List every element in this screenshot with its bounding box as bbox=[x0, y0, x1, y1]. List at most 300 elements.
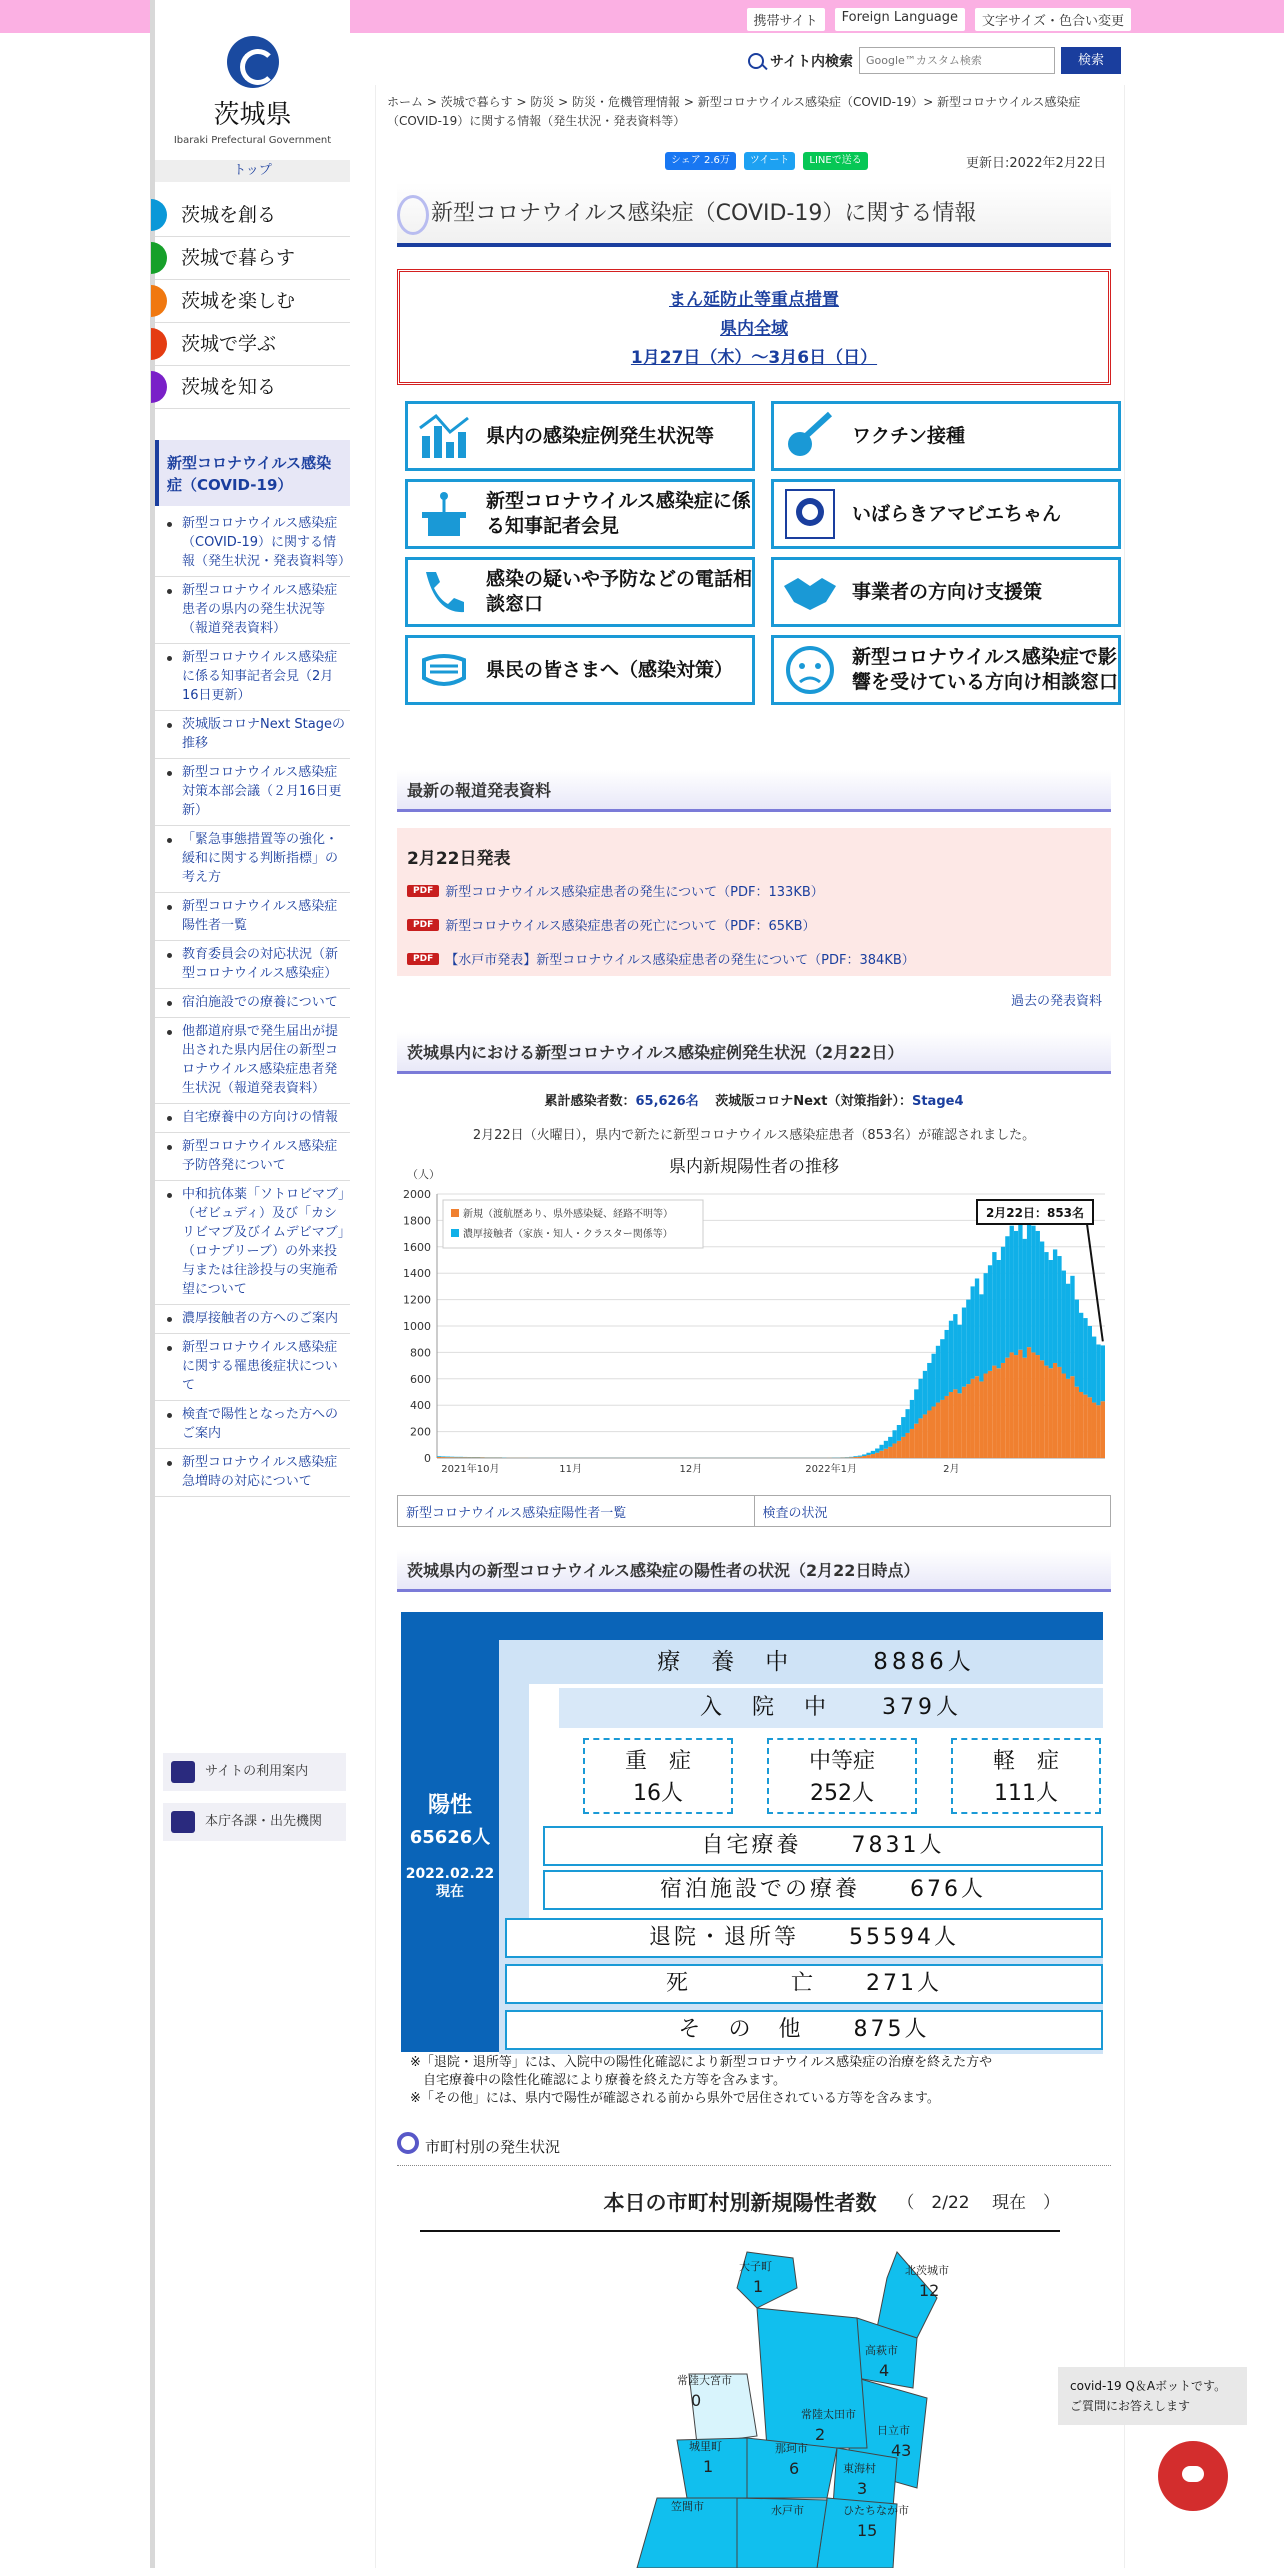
bar-series-new bbox=[1053, 1363, 1057, 1458]
sidebar-list-item[interactable] bbox=[155, 1018, 350, 1104]
callout-arrow bbox=[1087, 1224, 1103, 1341]
gnav-item-live[interactable] bbox=[155, 237, 350, 280]
municipality-count: 12 bbox=[919, 2281, 940, 2300]
positives-section-heading: 茨城県内の新型コロナウイルス感染症の陽性者の状況（2月22日時点） bbox=[397, 1550, 1111, 1592]
bar-series-close-contact bbox=[1005, 1236, 1009, 1357]
bar-series-close-contact bbox=[450, 1457, 454, 1458]
x-tick-label: 2022年1月 bbox=[805, 1464, 858, 1475]
bar-series-new bbox=[1001, 1363, 1005, 1458]
bar-series-close-contact bbox=[914, 1389, 918, 1423]
press-item[interactable] bbox=[407, 915, 1101, 934]
bar-series-close-contact bbox=[953, 1314, 957, 1389]
nav-color-tab bbox=[151, 285, 167, 317]
diagram-top-bar bbox=[401, 1612, 1103, 1640]
y-tick-label: 600 bbox=[410, 1372, 431, 1386]
bar-series-new bbox=[459, 1457, 463, 1458]
bar-series-new bbox=[988, 1371, 992, 1458]
bar-series-close-contact bbox=[984, 1273, 988, 1373]
sidebar-list-item[interactable] bbox=[155, 711, 350, 759]
press-link[interactable]: 新型コロナウイルス感染症患者の死亡について（PDF：65KB） bbox=[445, 919, 816, 934]
sidebar-list-item[interactable] bbox=[155, 644, 350, 711]
bar-series-close-contact bbox=[979, 1294, 983, 1381]
municipal-heading bbox=[397, 2136, 1111, 2166]
bar-series-close-contact bbox=[988, 1265, 992, 1371]
bar-series-close-contact bbox=[1092, 1337, 1096, 1403]
sidebar-link[interactable]: 新型コロナウイルス感染症急増時の対応について bbox=[182, 1455, 338, 1489]
sidebar-link[interactable]: 自宅療養中の方向けの情報 bbox=[182, 1110, 339, 1125]
bar-series-new bbox=[862, 1456, 866, 1458]
handshake-icon bbox=[782, 564, 838, 620]
municipality-count: 0 bbox=[691, 2391, 702, 2410]
table-cell[interactable] bbox=[398, 1496, 755, 1526]
bar-series-new bbox=[949, 1392, 953, 1458]
bar-series-close-contact bbox=[1014, 1231, 1018, 1355]
sidebar-link[interactable]: 新型コロナウイルス感染症（COVID-19）に関する情報（発生状況・発表資料等） bbox=[182, 516, 352, 569]
search-icon bbox=[748, 53, 764, 69]
map-title-text: 本日の市町村別新規陽性者数 bbox=[603, 2191, 877, 2215]
press-link[interactable]: 新型コロナウイルス感染症患者の発生について（PDF：133KB） bbox=[445, 885, 824, 900]
sidebar-list-item[interactable] bbox=[155, 893, 350, 941]
bar-series-close-contact bbox=[897, 1425, 901, 1441]
tile-phone-consult[interactable] bbox=[405, 557, 755, 627]
bar-series-close-contact bbox=[901, 1417, 905, 1437]
bar-series-new bbox=[1036, 1355, 1040, 1458]
foreign-language-link[interactable]: Foreign Language bbox=[835, 8, 965, 31]
x-tick-label: 12月 bbox=[679, 1464, 703, 1475]
gnav-item-learn[interactable] bbox=[155, 323, 350, 366]
municipality-name: 城里町 bbox=[689, 2440, 722, 2453]
municipality-count: 2 bbox=[815, 2425, 826, 2444]
bar-series-new bbox=[884, 1449, 888, 1458]
mobile-site-link[interactable]: 携帯サイト bbox=[747, 8, 825, 31]
global-nav bbox=[155, 194, 350, 409]
tile-label: いばらきアマビエちゃん bbox=[852, 502, 1062, 525]
x-tick-label: 11月 bbox=[559, 1464, 582, 1475]
sidebar-link[interactable]: 「緊急事態措置等の強化・緩和に関する判断指標」の考え方 bbox=[182, 832, 339, 885]
sidebar-list-item[interactable] bbox=[155, 1181, 350, 1305]
bar-series-new bbox=[871, 1454, 875, 1458]
bar-series-new bbox=[1088, 1397, 1092, 1458]
status-section-heading: 茨城県内における新型コロナウイルス感染症例発生状況（2月22日） bbox=[397, 1032, 1111, 1074]
municipality-name: 笠間市 bbox=[671, 2500, 704, 2513]
bar-series-close-contact bbox=[962, 1308, 966, 1387]
discharged-row: 退院・退所等 55594人 bbox=[505, 1918, 1103, 1958]
severe-box bbox=[583, 1738, 733, 1814]
bar-series-close-contact bbox=[1036, 1231, 1040, 1355]
bar-series-close-contact bbox=[1040, 1242, 1044, 1361]
sidebar-list-item[interactable] bbox=[155, 1305, 350, 1334]
sidebar-list-item[interactable] bbox=[155, 1449, 350, 1497]
bar-series-close-contact bbox=[966, 1300, 970, 1384]
tile-vaccination[interactable] bbox=[771, 401, 1121, 471]
logo-english: Ibaraki Prefectural Government bbox=[173, 135, 332, 146]
nav-color-tab bbox=[151, 199, 167, 231]
bar-series-new bbox=[945, 1396, 949, 1458]
bar-series-new bbox=[875, 1453, 879, 1458]
positive-date-value: 2022.02.22 bbox=[405, 1866, 495, 1882]
guide-icon bbox=[171, 1761, 195, 1783]
y-tick-label: 1200 bbox=[403, 1293, 431, 1307]
tile-business-support[interactable] bbox=[771, 557, 1121, 627]
cumulative-stats bbox=[397, 1090, 1111, 1109]
search-button[interactable]: 検索 bbox=[1061, 47, 1121, 74]
municipality-count: 43 bbox=[891, 2441, 912, 2460]
treating-row: 療 養 中 8886人 bbox=[529, 1640, 1103, 1684]
bar-series-close-contact bbox=[1096, 1344, 1100, 1405]
sidebar-list-item[interactable] bbox=[155, 577, 350, 644]
bar-series-close-contact bbox=[879, 1445, 883, 1451]
bar-series-close-contact bbox=[853, 1456, 857, 1457]
tile-label: ワクチン接種 bbox=[852, 424, 966, 447]
sidebar-list-item[interactable] bbox=[155, 941, 350, 989]
legend-label: 新規（渡航歴あり、県外感染疑、経路不明等） bbox=[463, 1209, 673, 1220]
bar-series-close-contact bbox=[1023, 1239, 1027, 1358]
sidebar-link[interactable]: 新型コロナウイルス感染症に係る知事記者会見（2月16日更新） bbox=[182, 650, 338, 703]
positive-date bbox=[401, 1865, 499, 1901]
bar-series-close-contact bbox=[940, 1339, 944, 1400]
bar-series-close-contact bbox=[862, 1454, 866, 1456]
bar-series-new bbox=[931, 1407, 935, 1458]
press-box bbox=[397, 828, 1111, 976]
deaths-row: 死 亡 271人 bbox=[505, 1964, 1103, 2004]
bar-series-new bbox=[1057, 1367, 1061, 1458]
line-share-button[interactable]: LINEで送る bbox=[803, 152, 867, 170]
search-input[interactable] bbox=[859, 47, 1055, 74]
sidebar-link[interactable]: 茨城版コロナNext Stageの推移 bbox=[182, 717, 345, 751]
tile-infection-status[interactable] bbox=[405, 401, 755, 471]
bar-series-new bbox=[923, 1414, 927, 1458]
site-guide-button[interactable] bbox=[163, 1753, 346, 1791]
bar-series-close-contact bbox=[1027, 1215, 1031, 1347]
bar-series-close-contact bbox=[888, 1437, 892, 1447]
alert-line[interactable]: 県内全域 bbox=[720, 319, 788, 339]
y-tick-label: 1800 bbox=[403, 1214, 431, 1228]
sidebar-list-item[interactable] bbox=[155, 1104, 350, 1133]
offices-button[interactable] bbox=[163, 1803, 346, 1841]
cumulative-value[interactable]: 65,626名 bbox=[635, 1094, 699, 1109]
bar-series-new bbox=[940, 1400, 944, 1458]
municipality-name: 大子町 bbox=[739, 2260, 772, 2273]
note-line: ※「退院・退所等」には、入院中の陽性化確認により新型コロナウイルス感染症の治療を終えた方や bbox=[410, 2055, 993, 2070]
vaccine-syringe-icon bbox=[782, 408, 838, 464]
bar-series-close-contact bbox=[871, 1451, 875, 1454]
emergency-alert[interactable] bbox=[397, 269, 1111, 385]
bar-series-new bbox=[1070, 1376, 1074, 1458]
municipality-count: 15 bbox=[857, 2521, 878, 2540]
positives-diagram bbox=[401, 1612, 1103, 2052]
sidebar-list-item[interactable] bbox=[155, 1133, 350, 1181]
tile-label: 新型コロナウイルス感染症に係る知事記者会見 bbox=[486, 490, 751, 537]
legend-label: 濃厚接触者（家族・知人・クラスター関係等） bbox=[463, 1229, 673, 1240]
positive-list-link[interactable]: 新型コロナウイルス感染症陽性者一覧 bbox=[406, 1506, 627, 1521]
bar-series-close-contact bbox=[945, 1330, 949, 1396]
tile-press-conference[interactable] bbox=[405, 479, 755, 549]
sidebar-list bbox=[155, 510, 350, 1497]
sidebar-link[interactable]: 中和抗体薬「ソトロビマブ」（ゼビュディ）及び「カシリビマブ及びイムデビマブ」（ロナプリーブ）の外来投与または往診投与の実施希望について bbox=[182, 1187, 345, 1297]
tile-prevention[interactable] bbox=[405, 635, 755, 705]
chart-title: 県内新規陽性者の推移 bbox=[669, 1157, 839, 1177]
tile-affected-consult[interactable] bbox=[771, 635, 1121, 705]
sidebar-link[interactable]: 新型コロナウイルス感染症予防啓発について bbox=[182, 1139, 338, 1173]
bar-series-new bbox=[984, 1374, 988, 1458]
bar-series-new bbox=[927, 1410, 931, 1458]
mask-icon bbox=[416, 642, 472, 698]
positive-total-panel bbox=[401, 1612, 499, 2052]
y-tick-label: 1000 bbox=[403, 1320, 431, 1333]
gnav-item-know[interactable] bbox=[155, 366, 350, 409]
breadcrumb[interactable]: ホーム > 茨城で暮らす > 防災 > 防災・危機管理情報 > 新型コロナウイルス感染症（COVID-19）> 新型コロナウイルス感染症（COVID-19）に関する情報（発生状況・発表資料等） bbox=[387, 95, 1081, 128]
municipality-name: ひたちなか市 bbox=[843, 2504, 909, 2517]
daily-note: 2月22日（火曜日），県内で新たに新型コロナウイルス感染症患者（853名）が確認されました。 bbox=[472, 1128, 1036, 1143]
sidebar-link[interactable]: 新型コロナウイルス感染症に関する罹患後症状について bbox=[182, 1340, 338, 1393]
stage-link[interactable]: Stage4 bbox=[911, 1094, 964, 1109]
bar-series-new bbox=[454, 1457, 458, 1458]
y-tick-label: 0 bbox=[424, 1452, 431, 1465]
chatbot-button[interactable] bbox=[1158, 2441, 1228, 2511]
y-tick-label: 200 bbox=[410, 1425, 431, 1439]
map-date: （ 2/22 現在 ） bbox=[897, 2193, 1060, 2213]
bar-series-close-contact bbox=[1088, 1326, 1092, 1397]
municipality-name: 那珂市 bbox=[775, 2442, 808, 2455]
page-margin bbox=[0, 33, 150, 2568]
legend-box bbox=[443, 1200, 703, 1248]
bar-series-close-contact bbox=[441, 1456, 445, 1457]
bar-series-new bbox=[888, 1447, 892, 1458]
sidebar-section-title[interactable]: 新型コロナウイルス感染症（COVID-19） bbox=[155, 440, 350, 506]
bar-series-close-contact bbox=[454, 1457, 458, 1458]
gnav-label: 茨城を創る bbox=[181, 204, 277, 226]
logo-name: 茨城県 bbox=[213, 100, 292, 130]
bar-series-new bbox=[441, 1457, 445, 1458]
bar-series-new bbox=[1075, 1387, 1079, 1458]
bar-series-close-contact bbox=[892, 1430, 896, 1443]
phone-icon bbox=[416, 564, 472, 620]
nav-color-tab bbox=[151, 328, 167, 360]
bar-series-close-contact bbox=[949, 1321, 953, 1392]
bar-series-new bbox=[1031, 1352, 1035, 1458]
pdf-badge: PDF bbox=[407, 953, 439, 965]
search-label: サイト内検索 bbox=[770, 53, 854, 70]
bar-series-new bbox=[450, 1457, 454, 1458]
sidebar-link[interactable]: 他都道府県で発生届出が提出された県内居住の新型コロナウイルス感染症患者発生状況（報道発表資料） bbox=[182, 1024, 339, 1096]
sidebar-link[interactable]: 新型コロナウイルス感染症陽性者一覧 bbox=[182, 899, 338, 933]
bar-series-close-contact bbox=[1075, 1300, 1079, 1387]
bar-series-new bbox=[997, 1368, 1001, 1458]
bar-series-close-contact bbox=[923, 1371, 927, 1415]
site-search bbox=[748, 47, 1121, 74]
bar-series-new bbox=[480, 1457, 484, 1458]
sidebar-list-item[interactable] bbox=[155, 989, 350, 1018]
amabie-mascot-icon bbox=[782, 486, 838, 542]
municipal-heading-text: 市町村別の発生状況 bbox=[425, 2138, 561, 2156]
bar-series-close-contact bbox=[905, 1409, 909, 1433]
bar-series-close-contact bbox=[875, 1448, 879, 1452]
alert-line[interactable]: 1月27日（木）～3月6日（日） bbox=[630, 348, 878, 368]
bar-series-new bbox=[936, 1403, 940, 1458]
municipality-name: 東海村 bbox=[843, 2462, 876, 2475]
bar-series-new bbox=[1101, 1401, 1105, 1458]
bar-series-new bbox=[1023, 1358, 1027, 1458]
bar-series-new bbox=[1027, 1347, 1031, 1458]
sidebar-link[interactable]: 新型コロナウイルス感染症患者の県内の発生状況等（報道発表資料） bbox=[182, 583, 338, 636]
positive-date-note: 現在 bbox=[436, 1884, 464, 1900]
tile-label: 事業者の方向け支援策 bbox=[852, 580, 1043, 603]
bar-series-new bbox=[962, 1387, 966, 1458]
bar-series-new bbox=[879, 1451, 883, 1458]
sidebar-link[interactable]: 新型コロナウイルス感染症対策本部会議（２月16日更新） bbox=[182, 765, 342, 818]
y-axis-unit: （人） bbox=[407, 1168, 440, 1181]
note-line: 自宅療養中の陰性化確認により療養を終えた方等を含みます。 bbox=[410, 2073, 786, 2088]
bar-series-new bbox=[914, 1424, 918, 1458]
bar-chart-icon bbox=[416, 408, 472, 464]
municipality-count: 1 bbox=[753, 2277, 764, 2296]
mild-label: 軽 症 bbox=[992, 1749, 1059, 1774]
bar-series-new bbox=[1079, 1392, 1083, 1458]
sidebar-list-item[interactable] bbox=[155, 759, 350, 826]
people-icon bbox=[171, 1811, 195, 1833]
y-tick-label: 1600 bbox=[403, 1240, 431, 1254]
bar-series-new bbox=[467, 1457, 471, 1458]
bar-series-close-contact bbox=[446, 1457, 450, 1458]
municipality-region bbox=[757, 2308, 867, 2448]
bar-series-new bbox=[958, 1393, 962, 1458]
municipality-name: 常陸大宮市 bbox=[677, 2374, 732, 2387]
hotel-care-row: 宿泊施設での療養 676人 bbox=[543, 1870, 1103, 1910]
stage-label: 茨城版コロナNext（対策指針）： bbox=[715, 1094, 912, 1109]
bar-series-close-contact bbox=[1066, 1284, 1070, 1379]
nav-color-tab bbox=[151, 371, 167, 403]
mild-box bbox=[951, 1738, 1101, 1814]
pdf-badge: PDF bbox=[407, 919, 439, 931]
bar-series-close-contact bbox=[1083, 1318, 1087, 1395]
bar-series-close-contact bbox=[975, 1278, 979, 1376]
severe-label: 重 症 bbox=[624, 1749, 691, 1774]
legend-swatch-new bbox=[451, 1209, 459, 1217]
bar-series-new bbox=[966, 1384, 970, 1458]
bar-series-new bbox=[472, 1457, 476, 1458]
offices-label: 本庁各課・出先機関 bbox=[205, 1814, 323, 1829]
press-item[interactable] bbox=[407, 949, 1101, 968]
sidebar-link[interactable]: 検査で陽性となった方へのご案内 bbox=[182, 1407, 339, 1441]
test-status-link[interactable]: 検査の状況 bbox=[762, 1506, 828, 1521]
site-logo[interactable] bbox=[155, 36, 350, 146]
bar-series-new bbox=[463, 1457, 467, 1458]
top-links bbox=[747, 8, 1131, 31]
municipality-name: 常陸太田市 bbox=[801, 2408, 856, 2421]
bar-series-close-contact bbox=[1101, 1345, 1105, 1401]
swirl-decoration-icon bbox=[397, 195, 429, 235]
bar-series-new bbox=[1014, 1355, 1018, 1458]
gnav-item-create[interactable] bbox=[155, 194, 350, 237]
severe-value: 16人 bbox=[633, 1781, 683, 1806]
bar-series-close-contact bbox=[849, 1457, 853, 1458]
y-tick-label: 2000 bbox=[403, 1188, 431, 1201]
tile-label: 新型コロナウイルス感染症で影響を受けている方向け相談窓口 bbox=[852, 646, 1119, 693]
press-item[interactable] bbox=[407, 881, 1101, 900]
sidebar-list-item[interactable] bbox=[155, 510, 350, 577]
municipality-name: 水戸市 bbox=[771, 2504, 804, 2517]
font-color-settings-link[interactable]: 文字サイズ・色合い変更 bbox=[975, 8, 1131, 31]
share-buttons bbox=[665, 152, 868, 170]
gnav-label: 茨城で学ぶ bbox=[181, 333, 277, 355]
bar-series-close-contact bbox=[1053, 1249, 1057, 1363]
sidebar-list-item[interactable] bbox=[155, 1334, 350, 1401]
new-cases-chart bbox=[387, 1166, 1111, 1475]
prefecture-emblem-icon bbox=[227, 36, 279, 88]
press-link[interactable]: 【水戸市発表】新型コロナウイルス感染症患者の発生について（PDF：384KB） bbox=[445, 953, 915, 968]
bar-series-close-contact bbox=[1070, 1276, 1074, 1376]
bar-series-new bbox=[897, 1441, 901, 1458]
table-cell[interactable] bbox=[755, 1496, 1111, 1526]
press-date: 2月22日発表 bbox=[407, 849, 511, 869]
pdf-badge: PDF bbox=[407, 885, 439, 897]
sidebar-list-item[interactable] bbox=[155, 826, 350, 893]
bar-series-close-contact bbox=[958, 1325, 962, 1394]
bar-series-close-contact bbox=[1031, 1226, 1035, 1353]
sidebar-link[interactable]: 濃厚接触者の方へのご案内 bbox=[182, 1311, 339, 1326]
bar-series-close-contact bbox=[997, 1260, 1001, 1368]
bar-series-close-contact bbox=[858, 1456, 862, 1457]
bar-series-close-contact bbox=[1062, 1271, 1066, 1374]
tweet-button[interactable]: ツイート bbox=[744, 152, 796, 170]
bar-series-new bbox=[446, 1457, 450, 1458]
page-title bbox=[397, 183, 1111, 247]
press-section-heading: 最新の報道発表資料 bbox=[397, 770, 1111, 812]
bar-series-new bbox=[866, 1455, 870, 1458]
sidebar-link[interactable]: 教育委員会の対応状況（新型コロナウイルス感染症） bbox=[182, 947, 339, 981]
gnav-label: 茨城で暮らす bbox=[181, 247, 296, 269]
bar-series-close-contact bbox=[1079, 1313, 1083, 1392]
sidebar-link[interactable]: 宿泊施設での療養について bbox=[182, 995, 338, 1010]
legend-swatch-close-contact bbox=[451, 1229, 459, 1237]
y-tick-label: 1400 bbox=[403, 1267, 431, 1281]
bar-series-new bbox=[849, 1457, 853, 1458]
municipality-count: 3 bbox=[857, 2479, 868, 2498]
tile-amabie[interactable] bbox=[771, 479, 1121, 549]
past-press-link[interactable]: 過去の発表資料 bbox=[1011, 994, 1103, 1009]
bar-series-close-contact bbox=[1057, 1256, 1061, 1367]
municipality-count: 4 bbox=[879, 2361, 890, 2380]
positive-total-value: 65626人 bbox=[409, 1827, 491, 1848]
gnav-item-enjoy[interactable] bbox=[155, 280, 350, 323]
swirl-bullet-icon bbox=[397, 2132, 419, 2154]
bar-series-new bbox=[905, 1433, 909, 1458]
gnav-label: 茨城を楽しむ bbox=[181, 290, 296, 312]
bar-series-close-contact bbox=[971, 1286, 975, 1378]
alert-line[interactable]: まん延防止等重点措置 bbox=[669, 290, 839, 310]
bar-series-new bbox=[1010, 1352, 1014, 1458]
bar-series-new bbox=[1096, 1405, 1100, 1458]
sidebar-list-item[interactable] bbox=[155, 1401, 350, 1449]
municipality-count: 1 bbox=[703, 2457, 714, 2476]
hospitalized-row: 入 院 中 379人 bbox=[559, 1688, 1103, 1728]
top-link[interactable]: トップ bbox=[155, 160, 350, 182]
bar-series-new bbox=[901, 1437, 905, 1458]
bar-series-new bbox=[975, 1376, 979, 1458]
worried-face-icon bbox=[782, 642, 838, 698]
bar-series-new bbox=[1018, 1350, 1022, 1458]
bar-series-close-contact bbox=[936, 1346, 940, 1403]
nav-color-tab bbox=[151, 242, 167, 274]
bar-series-new bbox=[979, 1381, 983, 1458]
bar-series-new bbox=[858, 1457, 862, 1458]
chatbot-bubble[interactable]: covid-19 Q＆Aボットです。ご質問にお答えします bbox=[1058, 2367, 1247, 2425]
bar-series-new bbox=[437, 1457, 441, 1458]
bar-series-close-contact bbox=[931, 1354, 935, 1407]
bar-series-close-contact bbox=[884, 1441, 888, 1449]
facebook-share-button[interactable]: シェア 2.6万 bbox=[665, 152, 736, 170]
bar-series-new bbox=[1040, 1360, 1044, 1458]
